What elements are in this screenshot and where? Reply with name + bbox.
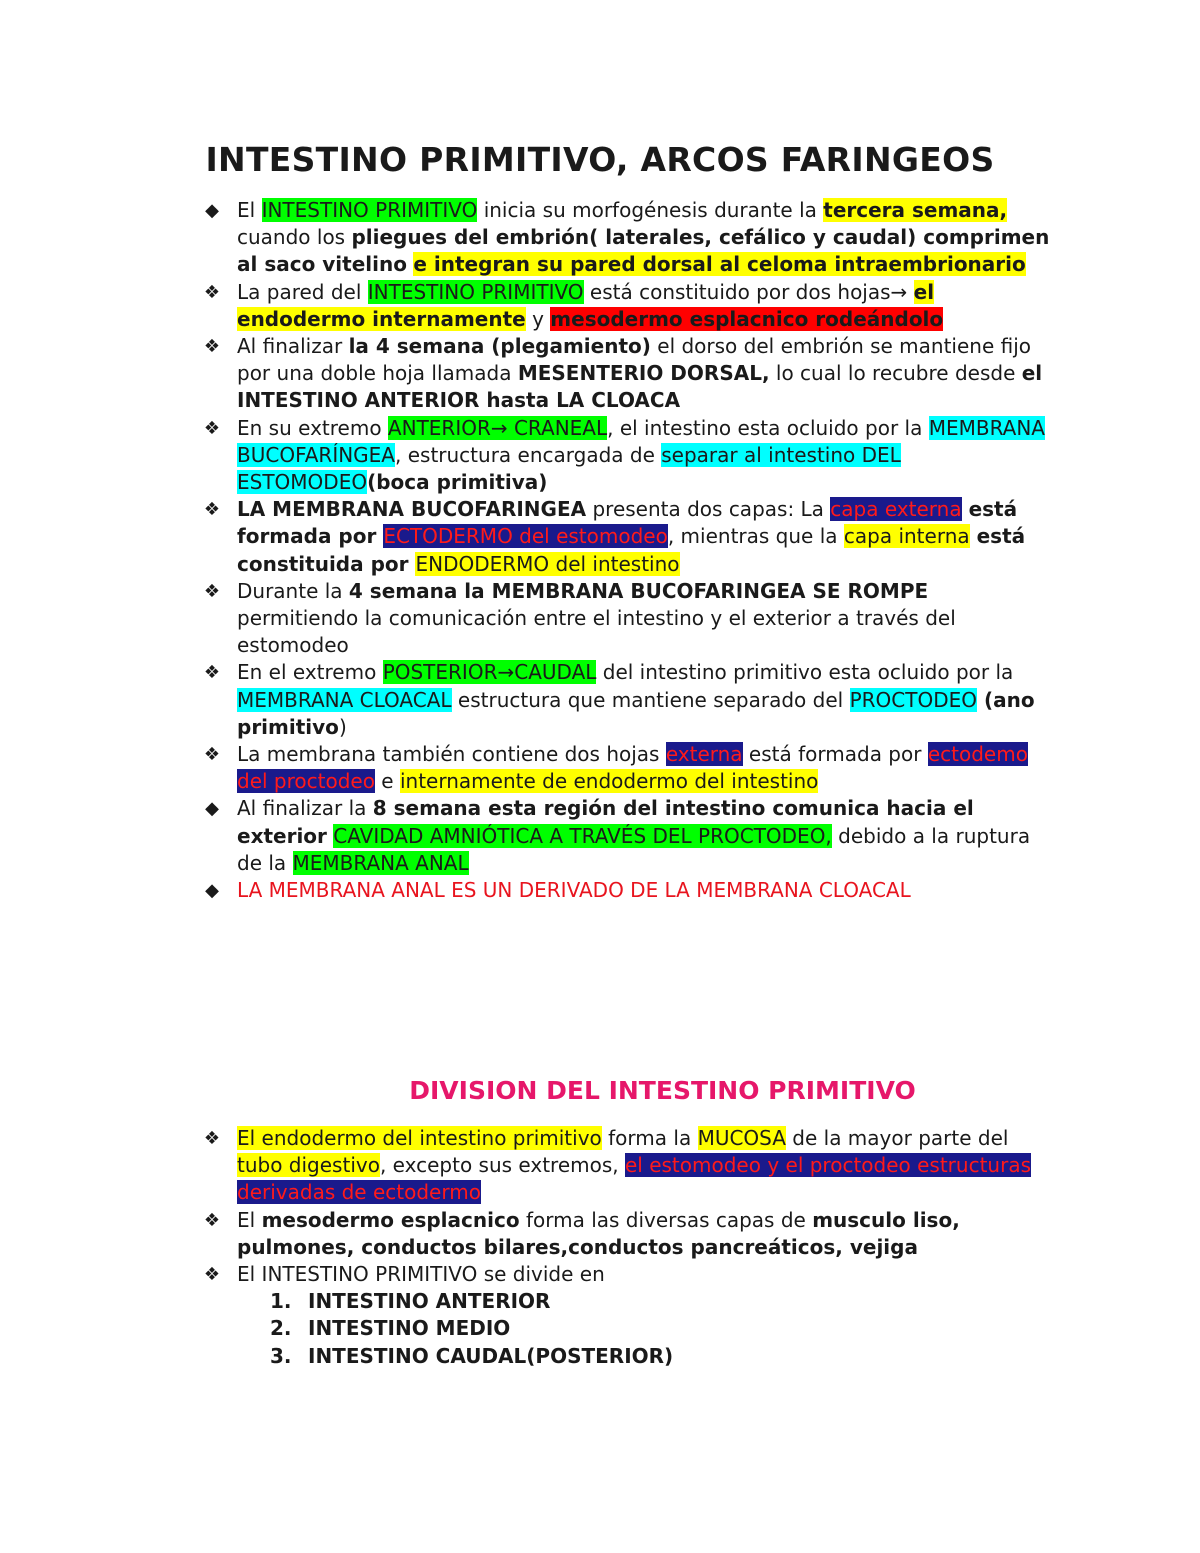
text-run: 8 semana esta región del intestino comunica hacia el exterior bbox=[237, 796, 974, 848]
text-run: La membrana también contiene dos hojas bbox=[237, 742, 666, 767]
item-text: INTESTINO CAUDAL(POSTERIOR) bbox=[308, 1343, 674, 1368]
highlighted-text: e integran su pared dorsal al celoma intraembrionario bbox=[413, 252, 1026, 277]
text-run: forma la bbox=[601, 1126, 698, 1150]
numbered-item bbox=[270, 1343, 673, 1370]
text-run: (ano primitivo bbox=[237, 687, 1035, 739]
text-run: , estructura encargada de bbox=[395, 442, 662, 467]
numbered-list-divisions bbox=[270, 1288, 673, 1370]
text-run: , excepto sus extremos, bbox=[379, 1153, 625, 1178]
text-run: musculo liso, pulmones, conductos bilares,conductos pancreáticos, vejiga bbox=[237, 1207, 960, 1259]
list-item bbox=[200, 877, 1050, 904]
four-point-star-bullet-icon: ❖ bbox=[203, 744, 221, 766]
four-point-star-bullet-icon: ❖ bbox=[203, 336, 221, 358]
text-run: estructura que mantiene separado del bbox=[451, 687, 850, 712]
highlighted-text: capa externa bbox=[830, 497, 962, 522]
highlighted-text: el endodermo internamente bbox=[237, 279, 935, 331]
item-number: 1. bbox=[270, 1289, 292, 1313]
diamond-bullet-icon: ◆ bbox=[205, 798, 219, 820]
bullet-list-division bbox=[200, 1125, 1050, 1288]
four-point-star-bullet-icon: ❖ bbox=[203, 662, 221, 684]
text-run: mesodermo esplacnico bbox=[261, 1207, 520, 1232]
highlighted-text: POSTERIOR→CAUDAL bbox=[382, 660, 597, 685]
highlighted-text: MEMBRANA CLOACAL bbox=[237, 687, 452, 712]
highlighted-text: El endodermo del intestino primitivo bbox=[237, 1126, 602, 1150]
text-run: presenta dos capas: La bbox=[586, 497, 831, 522]
highlighted-text: INTESTINO PRIMITIVO bbox=[367, 279, 584, 304]
list-item bbox=[200, 279, 1050, 333]
item-number: 3. bbox=[270, 1343, 292, 1368]
list-item bbox=[200, 1261, 1050, 1288]
highlighted-text: capa interna bbox=[843, 524, 970, 549]
four-point-star-bullet-icon: ❖ bbox=[203, 281, 221, 303]
four-point-star-bullet-icon: ❖ bbox=[203, 1128, 221, 1149]
four-point-star-bullet-icon: ❖ bbox=[203, 417, 221, 439]
section-heading-division: DIVISION DEL INTESTINO PRIMITIVO bbox=[409, 1076, 916, 1105]
item-text: INTESTINO MEDIO bbox=[308, 1316, 511, 1341]
list-item bbox=[200, 333, 1050, 415]
item-text: INTESTINO ANTERIOR bbox=[308, 1289, 551, 1313]
highlighted-text: separar al intestino DEL ESTOMODEO bbox=[237, 442, 901, 495]
text-run: MESENTERIO DORSAL, bbox=[517, 361, 770, 386]
highlighted-text: internamente de endodermo del intestino bbox=[399, 769, 819, 794]
list-item bbox=[200, 795, 1050, 877]
highlighted-text: MEMBRANA ANAL bbox=[292, 850, 469, 875]
diamond-bullet-icon: ◆ bbox=[205, 880, 219, 902]
text-run: El INTESTINO PRIMITIVO se divide en bbox=[237, 1262, 605, 1287]
text-run: Al finalizar la bbox=[237, 796, 373, 821]
list-item bbox=[200, 1125, 1050, 1207]
highlighted-text: el estomodeo y el proctodeo estructuras derivadas de ectodermo bbox=[237, 1153, 1031, 1205]
four-point-star-bullet-icon: ❖ bbox=[203, 1209, 221, 1231]
text-run: pliegues del embrión( laterales, cefálico y caudal) comprimen al saco vitelino bbox=[237, 225, 1050, 277]
highlighted-text: mesodermo esplacnico rodeándolo bbox=[550, 306, 944, 331]
list-item bbox=[200, 197, 1050, 279]
text-run: el dorso del embrión se mantiene fijo por una doble hoja llamada bbox=[237, 334, 1032, 386]
text-run: El bbox=[237, 198, 262, 222]
highlighted-text: PROCTODEO bbox=[849, 687, 977, 712]
text-run: la 4 semana (plegamiento) bbox=[348, 334, 651, 359]
list-item bbox=[200, 415, 1050, 497]
text-run: La pared del bbox=[237, 279, 368, 304]
list-item bbox=[200, 741, 1050, 795]
highlighted-text: MEMBRANA BUCOFARÍNGEA bbox=[237, 415, 1045, 467]
highlighted-text: tubo digestivo bbox=[237, 1153, 380, 1178]
highlighted-text: externa bbox=[665, 742, 743, 767]
text-run: cuando los bbox=[237, 225, 352, 250]
four-point-star-bullet-icon: ❖ bbox=[203, 499, 221, 521]
text-run: de la mayor parte del bbox=[785, 1126, 1009, 1150]
text-run: del intestino primitivo esta ocluido por la bbox=[596, 660, 1014, 685]
text-run: Durante la bbox=[237, 578, 349, 603]
text-run: el INTESTINO ANTERIOR hasta LA CLOACA bbox=[237, 361, 1043, 413]
text-run: , el intestino esta ocluido por la bbox=[607, 415, 929, 440]
highlighted-text: MUCOSA bbox=[697, 1126, 786, 1150]
text-run: 4 semana la MEMBRANA BUCOFARINGEA SE ROMPE bbox=[348, 578, 929, 603]
text-run: está formada por bbox=[237, 497, 1018, 549]
text-run: y bbox=[525, 306, 551, 331]
item-number: 2. bbox=[270, 1316, 292, 1341]
four-point-star-bullet-icon: ❖ bbox=[203, 1264, 221, 1286]
text-run: inicia su morfogénesis durante la bbox=[477, 198, 824, 222]
text-run: está constituida por bbox=[237, 524, 1026, 576]
text-run: (boca primitiva) bbox=[367, 470, 548, 495]
highlighted-text: INTESTINO PRIMITIVO bbox=[261, 198, 478, 222]
highlighted-text: ectodemo del proctodeo bbox=[237, 742, 1028, 794]
text-run: LA MEMBRANA BUCOFARINGEA bbox=[237, 497, 587, 522]
numbered-item bbox=[270, 1315, 673, 1342]
text-run: En su extremo bbox=[237, 415, 388, 440]
text-run: En el extremo bbox=[237, 660, 383, 685]
text-run: permitiendo la comunicación entre el intestino y el exterior a través del estomodeo bbox=[237, 606, 956, 658]
highlighted-text: ANTERIOR→ CRANEAL bbox=[387, 415, 608, 440]
highlighted-text: tercera semana, bbox=[823, 198, 1008, 222]
numbered-item bbox=[270, 1288, 673, 1315]
text-run: está formada por bbox=[742, 742, 928, 767]
list-item bbox=[200, 659, 1050, 741]
list-item bbox=[200, 496, 1050, 578]
text-run: e bbox=[374, 769, 400, 794]
four-point-star-bullet-icon: ❖ bbox=[203, 580, 221, 602]
highlighted-text: ECTODERMO del estomodeo bbox=[383, 524, 668, 549]
bullet-list-intestino bbox=[200, 197, 1050, 904]
text-run: debido a la ruptura de la bbox=[237, 823, 1031, 875]
list-item bbox=[200, 578, 1050, 660]
diamond-bullet-icon: ◆ bbox=[205, 200, 219, 221]
text-run: LA MEMBRANA ANAL ES UN DERIVADO DE LA MEMBRANA CLOACAL bbox=[237, 878, 911, 903]
text-run: ) bbox=[338, 714, 347, 739]
text-run: forma las diversas capas de bbox=[519, 1207, 813, 1232]
list-item bbox=[200, 1207, 1050, 1261]
text-run: El bbox=[237, 1207, 262, 1232]
text-run: , mientras que la bbox=[667, 524, 844, 549]
text-run: Al finalizar bbox=[237, 334, 349, 359]
highlighted-text: CAVIDAD AMNIÓTICA A TRAVÉS DEL PROCTODEO, bbox=[333, 823, 832, 848]
text-run: está constituido por dos hojas→ bbox=[583, 279, 914, 304]
text-run: lo cual lo recubre desde bbox=[769, 361, 1022, 386]
page-title: INTESTINO PRIMITIVO, ARCOS FARINGEOS bbox=[205, 140, 995, 179]
highlighted-text: ENDODERMO del intestino bbox=[415, 551, 680, 576]
